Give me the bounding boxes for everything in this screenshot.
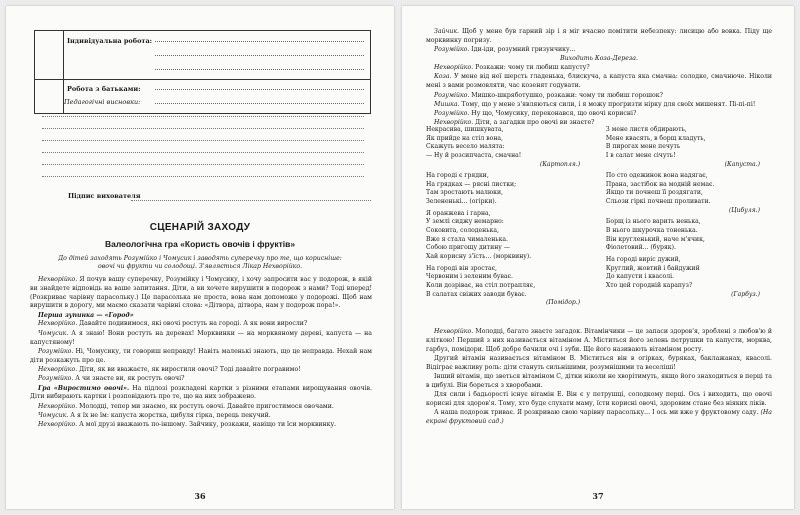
paragraph-text: А я їх не їм: капуста жорстка, цибуля гірка, перець пекучий.: [68, 411, 271, 419]
dialogue-paragraph: [30, 403, 372, 412]
dialogue-paragraph: [30, 320, 372, 329]
riddle-answer: (Гарбуз.): [731, 290, 760, 298]
speaker-name: Розумійко.: [434, 110, 470, 118]
speaker-name: Нехворійко.: [38, 402, 78, 410]
intro-text: До дітей заходять Розумійко і Чомусик і заводять суперечку про те, що корисніше: овочі чи фрукти чи солодощі. З'являється Лікар Нехворійко.: [58, 255, 342, 271]
dialogue-paragraph: [426, 373, 772, 391]
paragraph-text: Ні, Чомусику, ти говориш неправду! Навіть маленькі знають, що це неправда. Нехай нам діти розкажуть про це.: [30, 347, 372, 364]
riddle-line: Вже я стала чималенька.: [426, 235, 508, 243]
page-number-left: 36: [194, 491, 206, 501]
riddle-stanza: [426, 265, 592, 308]
form-label-parents: Робота з батьками:: [67, 85, 141, 93]
riddle-line: На грядках — рясні листки;: [426, 180, 517, 188]
riddle-line: До капусти і квасолі.: [605, 273, 674, 281]
left-page: [6, 6, 394, 509]
dialogue-paragraph: [426, 28, 772, 46]
paragraph-text: Для сили і бадьорості існує вітамін Е. Він є у петрушці, солодкому перці. Ось і виходить, що овочі корисні для здоров'я. Тому, хто буде слухати маму, їсти корисні овочі, здоровим стане без ніяких ліків.: [426, 391, 772, 407]
page-number-right: 37: [592, 491, 604, 501]
paragraph-text: Інший вітамін, що зветься вітаміном С, дітки ніколи не хворітимуть, якщо його знаходиться в перці та в цибулі. Він бореться з хворобами.: [426, 372, 772, 389]
riddle-line: Сльози гіркі почнеш проливати.: [605, 198, 711, 206]
dialogue-paragraph: [30, 375, 372, 384]
paragraph-text: На підлозі розкладені картки з різними етапами вирощування овочів. Діти вибирають картки і розповідають про те, що на них зображено.: [30, 384, 372, 401]
form-row-blank: [35, 65, 370, 73]
form-dotted-line: [155, 89, 364, 90]
riddle-line: Як прийде на стіл вона,: [426, 134, 503, 142]
speaker-name: Чомусик.: [38, 411, 69, 419]
paragraph-text: У мене від неї шерсть гладенька, блискуча, а капуста яка смачна: солодке, смачнюче. Ніколи мені з вами розмовляти, час козенят годувати.: [426, 73, 772, 90]
speaker-name: Розумійко.: [434, 91, 470, 99]
notes-line: [42, 164, 364, 165]
right-dialogue-top: [426, 28, 772, 129]
paragraph-text: Ну що, Чомусику, переконався, що овочі корисні?: [469, 110, 637, 118]
section-subtitle: Перша зупинка — «Город»: [38, 311, 134, 319]
form-row-individual: [35, 37, 370, 45]
paragraph-text: Розкажи: чому ти любиш капусту?: [473, 64, 590, 72]
stage-direction: Виходить Коза-Дереза.: [560, 55, 638, 63]
riddle-line: І в салат мене січуть!: [605, 151, 676, 159]
form-label-individual: Індивідуальна робота:: [67, 37, 153, 45]
paragraph-text: Другий вітамін називається вітаміном В. Міститься він в огірках, буряках, баклажанах, квасолі. Відіграє важливу роль: діти стануть сильнішими, розумнішими та веселіші!: [426, 354, 772, 371]
dialogue-paragraph: [426, 355, 772, 373]
riddle-line: Борщ із нього варить ненька,: [605, 218, 701, 226]
dialogue-paragraph: [426, 64, 772, 73]
speaker-name: Нехворійко.: [38, 276, 78, 283]
dialogue-paragraph: [426, 46, 772, 55]
notes-line: [42, 128, 364, 129]
paragraph-text: Давайте подивимося, які овочі ростуть на городі. А як вони виросли?: [77, 320, 308, 328]
notes-line: [42, 116, 364, 117]
dialogue-paragraph: [426, 73, 772, 91]
paragraph-text: А я знаю! Вони ростуть на деревах! Морквинки — на морквяному дереві, капуста — на капустяному!: [30, 329, 372, 346]
speaker-name: Мишка.: [434, 100, 460, 108]
riddle-line: На городі є грядки,: [426, 172, 489, 180]
dialogue-paragraph: [30, 348, 372, 366]
riddle-line: Хто цей городній карапуз?: [605, 281, 693, 289]
game-title: Валеологічна гра «Користь овочів і фруктів»: [104, 239, 296, 249]
dialogue-paragraph: [426, 101, 772, 110]
right-page: [402, 6, 794, 509]
speaker-name: Розумійко.: [38, 375, 74, 383]
riddle-line: Хай корисну з'їсть... (морквину).: [426, 252, 532, 260]
dialogue-paragraph: [30, 366, 372, 375]
paragraph-text: Молодці, багато знаєте загадок. Вітамінчики — це запаси здоров'я, зроблені з любов'ю й кліткою! Перший з них називається вітаміном А. Міститься його зелень петрушки та капусти, морква, гарбуз, помідори. Щоб добре бачили очі і зуби. Ще його називають вітаміном росту.: [426, 328, 772, 353]
riddle-stanza: [606, 218, 772, 253]
pedagogical-notes-label: Педагогічні висновки:: [64, 98, 141, 106]
scenario-title: СЦЕНАРІЙ ЗАХОДУ: [149, 222, 251, 233]
dialogue-paragraph: [30, 385, 372, 403]
riddles-column-left: [426, 126, 592, 311]
speaker-name: Нехворійко.: [38, 421, 78, 429]
notes-line: [42, 176, 364, 177]
riddle-line: Там зростають малюки,: [426, 189, 503, 197]
riddle-line: В пирогах мене печуть: [605, 143, 681, 151]
paragraph-text: Щоб у мене був гарний зір і я міг вчасно помітити небезпеку: лисицю або вовка. Піду ще морквинку погризу.: [426, 28, 772, 44]
dialogue-paragraph: [30, 412, 372, 421]
paragraph-text: Іди-іди, розумний гризунчику...: [469, 46, 576, 54]
riddle-line: Він кругленький, наче м'ячик,: [605, 235, 705, 243]
riddle-line: У землі сиджу немарно:: [426, 218, 504, 226]
riddle-answer: (Картопля.): [539, 160, 581, 168]
riddle-stanza: [606, 126, 772, 169]
speaker-name: Нехворійко.: [434, 64, 474, 72]
form-dotted-line: [155, 69, 364, 70]
speaker-name: Розумійко.: [38, 347, 74, 355]
notes-line: [42, 152, 364, 153]
riddle-stanza: [606, 256, 772, 299]
right-dialogue-bottom: [426, 328, 772, 427]
riddle-answer: (Цибуля.): [728, 206, 760, 214]
riddle-line: Соковита, солоденька,: [426, 227, 499, 235]
riddle-line: По сто одежинок вона надягає,: [605, 172, 708, 180]
speaker-name: Нехворійко.: [38, 320, 78, 328]
dialogue-paragraph: [30, 276, 372, 311]
form-row-parents: [35, 85, 370, 93]
paragraph-text: А мої друзі вважають по-іншому. Зайчику, розкажи, навіщо ти їси морквинку.: [77, 421, 337, 429]
paragraph-text: Діти, як ви вважаєте, як виростили овочі? Тоді давайте погравимо!: [77, 365, 301, 373]
riddle-line: Прана, застібок на модній немає.: [605, 180, 715, 188]
riddle-line: На городі він зростає,: [426, 264, 497, 272]
riddles-column-right: [606, 126, 772, 311]
dialogue-paragraph: [426, 391, 772, 409]
notes-line: [42, 140, 364, 141]
dialogue-paragraph: [426, 110, 772, 119]
riddle-line: Червоним і зеленим буває.: [426, 273, 513, 281]
riddles-poem: [426, 126, 772, 311]
paragraph-text: А чи знаєте ви, як ростуть овочі?: [73, 375, 185, 383]
dialogue-paragraph: [426, 92, 772, 101]
riddle-line: Коли дозріває, на стіл потрапляє,: [426, 281, 536, 289]
riddle-answer: (Капуста.): [724, 160, 760, 168]
paragraph-text: Молодці, тепер ми знаємо, як ростуть овочі. Давайте пригостимося овочами.: [77, 402, 334, 410]
game-label: Гра «Виростимо овочі».: [38, 384, 130, 392]
riddle-line: Скажуть весело малята:: [426, 143, 505, 151]
riddle-line: З мене листя обдирають,: [605, 126, 687, 133]
riddle-stanza: [606, 172, 772, 215]
riddle-line: Фіолетовий... (буряк).: [605, 244, 676, 252]
riddle-line: — Ну й розсипчаста, смачна!: [426, 151, 522, 159]
dialogue-paragraph: [426, 409, 772, 427]
speaker-name: Нехворійко.: [38, 365, 78, 373]
riddle-answer: (Помідор.): [545, 299, 581, 307]
left-dialogue: [30, 276, 372, 431]
paragraph-text: Мишко-шкряботушко, розкажи: чому ти любиш горошок?: [469, 91, 663, 99]
form-dotted-line: [155, 41, 364, 42]
form-divider: [35, 79, 370, 80]
riddle-stanza: [426, 126, 592, 169]
form-row-blank: [35, 51, 370, 59]
stage-direction: (На екрані фруктовий сад.): [426, 409, 772, 425]
signature-line: [131, 200, 371, 201]
dialogue-paragraph: [30, 421, 372, 430]
riddles-grid: [426, 126, 772, 311]
riddle-stanza: [426, 210, 592, 262]
dialogue-paragraph: [30, 330, 372, 348]
riddle-line: В нього шкурочка тоненька.: [605, 227, 698, 235]
riddle-line: Некрасива, шишкувата,: [426, 126, 504, 133]
riddle-line: В салатах свіжих заводи буває.: [426, 290, 527, 298]
paragraph-text: А наша подорож триває. Я розкриваю свою чарівну парасольку... І ось ми вже у фруктовому саду.: [434, 409, 761, 417]
form-dotted-line: [155, 103, 364, 104]
paragraph-text: Тому, що у мене з'являються сили, і я можу прогризти нірку для своїх мишенят. Пі-пі-пі!: [459, 100, 756, 108]
signature-label: Підпис вихователя: [68, 192, 141, 200]
dialogue-paragraph: [426, 328, 772, 354]
riddle-line: Мене квасять, в борщ кладуть,: [605, 134, 706, 142]
riddle-line: Круглий, жовтий і байдужий: [605, 264, 700, 272]
riddle-line: Зелененькі... (огірки).: [426, 198, 497, 206]
paragraph-text: Я почув вашу суперечку, Розумійку і Чомусику, і хочу запросити вас у подорож, в якій ви знайдете відповідь на ваше запитання. Діти, а ви хочете вирушити в подорож з нами? Тоді вперед! (Розкриває чарівну парасольку.) Це парасолька не проста, вона нам допоможе у подорожі. Щоб нам вирушити в дорогу, ми маємо сказати чарівні слова: «Дітвора, дітвора, нам у подорож пора!».: [30, 276, 372, 310]
speaker-name: Розумійко.: [434, 46, 470, 54]
riddle-line: Я оранжева і гарна,: [426, 209, 491, 217]
form-dotted-line: [155, 55, 364, 56]
riddle-line: На городі виріс дужий,: [605, 255, 681, 263]
speaker-name: Нехворійко.: [434, 119, 474, 127]
speaker-name: Зайчик.: [434, 28, 460, 35]
riddle-line: Якщо ти почнеш її роздягати,: [605, 189, 703, 197]
speaker-name: Нехворійко.: [434, 328, 474, 335]
paragraph-text: Діти, а загадки про овочі ви знаєте?: [473, 119, 595, 127]
speaker-name: Чомусик.: [38, 329, 69, 337]
riddle-line: Собою пригощу дитину —: [426, 244, 510, 252]
speaker-name: Коза.: [434, 73, 452, 81]
riddle-stanza: [426, 172, 592, 207]
